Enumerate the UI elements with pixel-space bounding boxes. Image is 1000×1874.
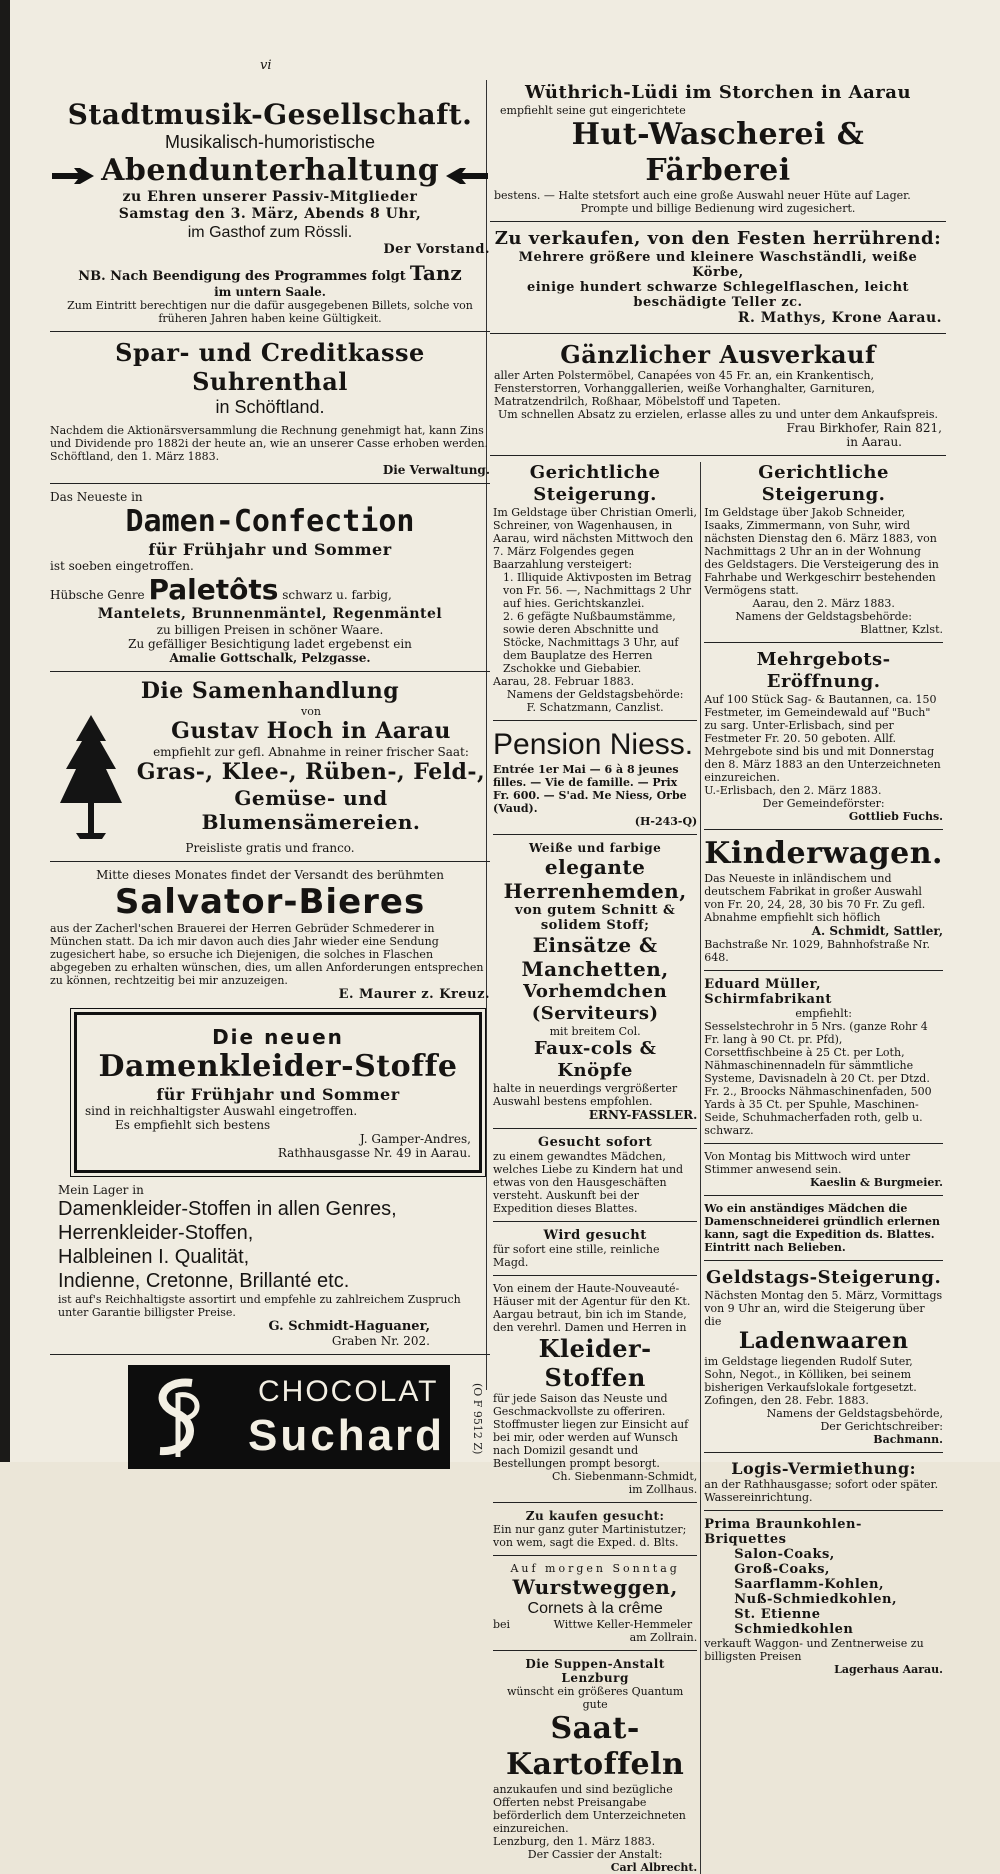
ad-title: Mehrgebots-Eröffnung. xyxy=(756,649,891,692)
ad-stadtmusik xyxy=(50,98,490,325)
coal-item: Salon-Coaks, xyxy=(734,1547,835,1562)
ad-text: an der Rathhausgasse; sofort oder später. Wassereinrichtung. xyxy=(704,1478,939,1504)
ad-title: Salvator-Bieres xyxy=(114,882,426,922)
subcolumn-right xyxy=(700,462,946,1874)
ad-signature: ERNY-FASSLER. xyxy=(588,1108,698,1122)
coal-item: Saarflamm-Kohlen, xyxy=(734,1577,885,1592)
ad-title: Logis-Vermiethung: xyxy=(731,1459,917,1478)
ad-line: Die Suppen-Anstalt Lenzburg xyxy=(525,1657,665,1685)
ad-signature: Kaeslin & Burgmeier. xyxy=(809,1176,943,1189)
ad-text: im Geldstage liegenden Rudolf Suter, Sohn, Negot., in Kölliken, bei seinem bisherigen Verkaufslokale fortgesetzt. xyxy=(704,1355,917,1394)
ad-title: Zu kaufen gesucht: xyxy=(525,1509,665,1523)
ad-title: Prima Braunkohlen-Briquettes xyxy=(704,1517,862,1547)
ad-headline: Abendunterhaltung xyxy=(101,153,440,188)
ad-text: Nächsten Montag den 5. März, Vormittags von 9 Uhr an, wird die Steigerung über die xyxy=(704,1289,943,1328)
ad-line: von gutem Schnitt & solidem Stoff; xyxy=(515,903,676,933)
ad-sparkasse xyxy=(50,338,490,477)
ad-line: schwarz u. farbig, xyxy=(282,588,392,602)
ad-signature: R. Mathys, Krone Aarau. xyxy=(737,310,942,326)
ad-line: Der Cassier der Anstalt: xyxy=(527,1848,663,1861)
ad-line: Auf morgen Sonntag xyxy=(510,1562,680,1575)
ad-signature: Bachstraße Nr. 1029, Bahnhofstraße Nr. 648. xyxy=(704,938,931,964)
ad-text: Auf 100 Stück Sag- & Bautannen, ca. 150 Festmeter, im Gemeindewald auf "Buch" zu sarg. Unter-Erlisbach, sind per Festmeter Fr. 20. 50 geboten. Allf. Mehrgebote sind bis und mit Donnerstag den 8. März 1883 an den Unterzeichneten einzureichen. xyxy=(704,693,941,784)
ad-text: aller Arten Polstermöbel, Canapées von 45 Fr. an, ein Krankentisch, Fensterstorren, Vorhanggallerien, weiße Vorhanghalter, Garnituren, Matratzendrilch, Roßhaar, Möbelstoff und Tapeten. xyxy=(494,369,875,408)
ad-big-word: Paletôts xyxy=(148,573,279,606)
ad-line: Um schnellen Absatz zu erzielen, erlasse alles zu und unter dem Ankaufspreis. xyxy=(497,408,939,421)
ad-text: halte in neuerdings vergrößerter Auswahl bestens empfohlen. xyxy=(493,1082,678,1108)
ad-text: Nachdem die Aktionärsversammlung die Rechnung genehmigt hat, kann Zins und Dividende pro 1882i der heute an, wie an unserer Casse erhoben werden. xyxy=(50,424,489,450)
ad-signature: Amalie Gottschalk, Pelzgasse. xyxy=(169,651,371,665)
ad-line: Prompte und billige Bedienung wird zugesichert. xyxy=(580,202,856,215)
ad-title: Kleider-Stoffen xyxy=(538,1334,652,1392)
ad-subtitle: für Frühjahr und Sommer xyxy=(148,540,392,559)
ad-line: von xyxy=(301,705,321,718)
ad-title: Gerichtliche Steigerung. xyxy=(758,462,889,505)
ad-text: für sofort eine stille, reinliche Magd. xyxy=(493,1243,660,1269)
ad-damen-confection xyxy=(50,490,490,665)
ad-text: Im Geldstage über Christian Omerli, Schreiner, von Wagenhausen, in Aarau, wird nächsten Mittwoch den 7. März Folgendes gegen Baarzahlung versteigert: xyxy=(493,506,697,571)
ad-line: wünscht ein größeres Quantum gute xyxy=(506,1685,684,1711)
ad-line: in Schöftland. xyxy=(215,397,325,417)
ad-intro: Das Neueste in xyxy=(50,490,143,504)
ad-wurstweggen xyxy=(493,1562,697,1644)
ad-line: Gras-, Klee-, Rüben-, Feld-, xyxy=(136,759,486,785)
ad-signature: Ch. Siebenmann-Schmidt, xyxy=(552,1470,698,1483)
ad-line: ist soeben eingetroffen. xyxy=(50,559,194,573)
ad-line: mit breitem Col. xyxy=(549,1025,641,1038)
suchard-monogram-icon xyxy=(142,1373,212,1461)
ad-signature: Bachmann. xyxy=(873,1433,943,1446)
ad-text: Wo ein anständiges Mädchen die Damenschneiderei gründlich erlernen kann, sagt die Expedition ds. Blattes. Eintritt nach Belieben. xyxy=(704,1202,940,1254)
ad-line: Samstag den 3. März, Abends 8 Uhr, xyxy=(118,206,422,222)
ad-subtitle: für Frühjahr und Sommer xyxy=(156,1085,400,1104)
ad-line: Vorhemdchen (Serviteurs) xyxy=(523,981,668,1024)
ad-line: Namens der Geldstagsbehörde: xyxy=(506,688,684,701)
ad-line: bestens. — Halte stetsfort auch eine große Auswahl neuer Hüte auf Lager. xyxy=(494,189,911,202)
ad-title: Gänzlicher Ausverkauf xyxy=(560,340,876,369)
suchard-label: Suchard xyxy=(248,1411,446,1460)
subcolumn-left xyxy=(490,462,700,1874)
ad-title: Damen-Confection xyxy=(125,504,415,539)
ad-wuethrich xyxy=(490,82,946,215)
ad-signature: Graben Nr. 202. xyxy=(331,1334,430,1348)
page-mark: vi xyxy=(260,58,272,73)
ad-line: Mehrere größere und kleinere Waschständli, weiße Körbe, xyxy=(518,250,918,280)
ad-item: 1. Illiquide Aktivposten im Betrag von Fr. 56. —, Nachmittags 2 Uhr auf hies. Gerichtskanzlei. xyxy=(503,571,692,610)
ad-intro: Mitte dieses Monates findet der Versandt des berühmten xyxy=(96,868,444,882)
ad-signature: Lagerhaus Aarau. xyxy=(834,1663,943,1676)
ad-line: zu Ehren unserer Passiv-Mitglieder xyxy=(122,189,418,205)
ad-ausverkauf xyxy=(490,340,946,449)
ad-steigerung-1 xyxy=(493,462,697,714)
ad-title: Wurstweggen, xyxy=(512,1575,678,1599)
ad-date: Aarau, den 2. März 1883. xyxy=(752,597,895,610)
ad-signature: Carl Albrecht. xyxy=(610,1861,698,1874)
ad-line: Namens der Geldstagsbehörde, xyxy=(766,1407,943,1420)
ad-line: im Gasthof zum Rössli. xyxy=(187,224,353,241)
ad-text: Sesselstechrohr in 5 Nrs. (ganze Rohr 4 Fr. lang à 90 Ct. pr. Pfd), Corsettfischbeine à 25 Ct. per Loth, Nähmaschinennadeln für sämmtliche Systeme, Davisnadeln à 20 Ct. per Dtzd. Fr. 2., Broocks Nähmaschinenfaden, 500 Yards à 35 Ct. per Spuhle, Maschinen-Seide, Schuhmacherfaden roth, gelb u. schwarz. xyxy=(704,1020,932,1137)
ad-pension xyxy=(493,727,697,828)
ad-subtitle: Musikalisch-humoristische xyxy=(164,132,376,152)
coal-item: Nuß-Schmiedkohlen, xyxy=(734,1592,897,1607)
ad-signature: in Aarau. xyxy=(846,435,902,449)
ad-signature: E. Maurer z. Kreuz. xyxy=(338,987,490,1002)
right-subcolumns-1 xyxy=(490,462,946,1874)
ad-line: Der Gemeindeförster: xyxy=(762,797,885,810)
ad-item: 2. 6 gefägte Nußbaumstämme, sowie deren Abschnitte und Stöcke, Nachmittags 3 Uhr, auf dem Bauplatze des Herren Zschokke und Giebabier. xyxy=(503,610,679,675)
left-column xyxy=(50,78,490,1469)
ad-signature: Der Vorstand. xyxy=(383,242,490,257)
ad-text: Ein nur ganz guter Martinistutzer; von wem, sagt die Exped. d. Blts. xyxy=(493,1523,687,1549)
ad-line: Hübsche Genre xyxy=(50,588,145,602)
ad-line: Namens der Geldstagsbehörde: xyxy=(735,610,912,623)
ad-herrenhemden xyxy=(493,841,697,1122)
ad-text: für jede Saison das Neuste und Geschmackvollste zu offeriren. Stoffmuster liegen zur Einsicht auf bei mir, oder werden auf Wunsch nach Domizil gesandt und Bestellungen prompt besorgt. xyxy=(493,1392,689,1470)
ad-title: Gesucht sofort xyxy=(538,1135,653,1150)
ad-line: Einsätze & Manchetten, xyxy=(521,933,669,981)
pointing-hand-left-icon xyxy=(444,165,490,187)
ad-note: NB. Nach Beendigung des Programmes folgt xyxy=(78,269,406,284)
ad-date: U.-Erlisbach, den 2. März 1883. xyxy=(704,784,882,797)
ad-intro: Mein Lager in xyxy=(58,1183,144,1197)
ad-line: Der Gerichtschreiber: xyxy=(820,1420,943,1433)
ad-line: Wittwe Keller-Hemmeler xyxy=(553,1618,693,1631)
ad-line: Mantelets, Brunnenmäntel, Regenmäntel xyxy=(97,606,443,622)
ad-date: Schöftland, den 1. März 1883. xyxy=(50,450,220,463)
plant-illustration-icon xyxy=(56,711,126,841)
ad-signature: Gottlieb Fuchs. xyxy=(848,810,943,823)
right-column xyxy=(490,78,946,1874)
ad-text: Entrée 1er Mai — 6 à 8 jeunes filles. — Vie de famille. — Prix Fr. 600. — S'ad. Me Niess, Orbe (Vaud). xyxy=(493,763,687,815)
ad-line: Gemüse- und Blumensämereien. xyxy=(201,786,421,834)
ad-signature: Rathhausgasse Nr. 49 in Aarau. xyxy=(277,1146,471,1160)
ad-line: Herrenkleider-Stoffen, xyxy=(58,1222,254,1244)
ad-lager xyxy=(50,1183,490,1348)
ad-mehrgebot xyxy=(704,649,943,823)
ad-text: Von Montag bis Mittwoch wird unter Stimmer anwesend sein. xyxy=(704,1150,911,1176)
ad-signature: G. Schmidt-Haguaner, xyxy=(268,1319,430,1334)
ad-signature: Frau Birkhofer, Rain 821, xyxy=(786,421,942,435)
ad-gesucht-sofort xyxy=(493,1135,697,1215)
ad-date: Lenzburg, den 1. März 1883. xyxy=(493,1835,656,1848)
ad-mueller xyxy=(704,977,943,1137)
ad-kleider-stoffen xyxy=(493,1282,697,1496)
ad-line: empfiehlt: xyxy=(795,1007,852,1020)
ad-signature: im Zollhaus. xyxy=(628,1483,698,1496)
ad-text: aus der Zacherl'schen Brauerei der Herren Gebrüder Schmederer in München statt. Da ich mir davon auch dies Jahr wieder eine Sendung zugesichert habe, so ersuche ich Diejenigen, die solches in Flaschen abgegeben zu erhalten wünschen, dies, um allen Anforderungen entsprechen zu können, rechtzeitig bei mir anzuzeigen. xyxy=(50,922,484,987)
ad-line: empfiehlt zur gefl. Abnahme in reiner frischer Saat: xyxy=(153,745,469,759)
ad-line: elegante Herrenhemden, xyxy=(503,855,687,903)
ad-big-word: Ladenwaaren xyxy=(738,1328,909,1354)
ad-line: Halbleinen I. Qualität, xyxy=(58,1246,250,1268)
ad-line: im untern Saale. xyxy=(214,285,326,299)
ad-text: zu einem gewandtes Mädchen, welches Liebe zu Kindern hat und etwas von den Hausgeschäften versteht. Auskunft bei der Expedition dieses Blattes. xyxy=(493,1150,684,1215)
ad-title: Stadtmusik-Gesellschaft. xyxy=(67,98,473,131)
ad-line: sind in reichhaltigster Auswahl eingetroffen. xyxy=(85,1104,358,1118)
ad-title: Die Samenhandlung xyxy=(140,678,400,704)
ad-line: Es empfiehlt sich bestens xyxy=(115,1118,271,1132)
ad-text: verkauft Waggon- und Zentnerweise zu billigsten Preisen xyxy=(704,1637,924,1663)
ad-title: Geldstags-Steigerung. xyxy=(706,1267,942,1288)
ad-text: Im Geldstage über Jakob Schneider, Isaaks, Zimmermann, von Suhr, wird nächsten Dienstag den 6. März 1883, von Nachmittags 2 Uhr an in der Wohnung des Geldstagers. Die Versteigerung des in Fahrhabe und Werkgeschirr bestehenden Vermögens statt. xyxy=(704,506,939,597)
ad-title: Zu verkaufen, von den Festen herrührend: xyxy=(494,228,942,249)
ad-montag xyxy=(704,1150,943,1189)
ad-line: am Zollrain. xyxy=(629,1631,698,1644)
ad-signature: J. Gamper-Andres, xyxy=(359,1132,471,1146)
ad-logis xyxy=(704,1459,943,1504)
ad-signature: Blattner, Kzlst. xyxy=(860,623,943,636)
ad-line: zu billigen Preisen in schöner Waare. xyxy=(156,623,384,637)
ad-geldstags-steigerung xyxy=(704,1267,943,1446)
ad-line: Preisliste gratis und franco. xyxy=(185,841,355,855)
ad-code: (H-243-Q) xyxy=(634,815,698,828)
ad-title: Eduard Müller, Schirmfabrikant xyxy=(704,977,832,1007)
ad-text: anzukaufen und sind bezügliche Offerten nebst Preisangabe beförderlich dem Unterzeichneten einzureichen. xyxy=(493,1783,686,1835)
ad-braunkohlen xyxy=(704,1517,943,1676)
ad-title: Pension Niess. xyxy=(493,728,694,761)
ad-line: Die neuen xyxy=(212,1025,344,1049)
ad-line: einige hundert schwarze Schlegelflaschen, leicht beschädigte Teller zc. xyxy=(526,280,910,310)
ad-title: Gerichtliche Steigerung. xyxy=(529,462,661,505)
chocolat-label: CHOCOLAT xyxy=(258,1375,439,1408)
ad-line: Faux-cols & Knöpfe xyxy=(533,1038,657,1081)
ad-line: Indienne, Cretonne, Brillanté etc. xyxy=(58,1270,350,1292)
ad-line: Zu gefälliger Besichtigung ladet ergebenst ein xyxy=(128,637,412,651)
ad-damenkleider-box xyxy=(74,1012,482,1173)
ad-zu-verkaufen xyxy=(490,228,946,327)
ad-damenschneiderei xyxy=(704,1202,943,1254)
ad-text: ist auf's Reichhaltigste assortirt und empfehle zu zahlreichem Zuspruch unter Garantie billigster Preise. xyxy=(58,1293,461,1319)
ad-date: Aarau, 28. Februar 1883. xyxy=(493,675,635,688)
ad-line: empfiehlt seine gut eingerichtete xyxy=(500,104,686,117)
ad-name: Gustav Hoch in Aarau xyxy=(171,718,451,744)
ad-line: Damenkleider-Stoffen in allen Genres, xyxy=(58,1198,397,1220)
ad-text: Das Neueste in inländischem und deutschem Fabrikat in großer Auswahl von Fr. 20, 24, 28, 30 bis 70 Fr. Zu gefl. Abnahme empfiehlt sich höflich xyxy=(704,872,926,924)
coal-item: Groß-Coaks, xyxy=(734,1562,830,1577)
ad-title: Wüthrich-Lüdi im Storchen in Aarau xyxy=(524,82,912,103)
binding-edge xyxy=(0,0,10,1462)
ad-date: Zofingen, den 28. Febr. 1883. xyxy=(704,1394,869,1407)
ad-samenhandlung xyxy=(50,678,490,855)
ad-chocolat-suchard xyxy=(128,1365,484,1469)
ad-big-title: Hut-Wascherei & Färberei xyxy=(571,117,865,188)
ad-kinderwagen xyxy=(704,836,943,964)
ad-line: Cornets à la crême xyxy=(527,1600,663,1617)
ad-wird-gesucht xyxy=(493,1228,697,1269)
ad-text: Von einem der Haute-Nouveauté-Häuser mit der Agentur für den Kt. Aargau betraut, bin ich im Stande, den verehrl. Damen und Herren in xyxy=(493,1282,691,1334)
ad-salvator xyxy=(50,868,490,1002)
ad-signature: A. Schmidt, Sattler, xyxy=(811,924,943,938)
ad-line: Weiße und farbige xyxy=(528,841,662,855)
ad-signature: F. Schatzmann, Canzlist. xyxy=(526,701,664,714)
ad-title: Kinderwagen. xyxy=(704,836,943,871)
ad-signature: Die Verwaltung. xyxy=(382,463,490,477)
ad-title: Damenkleider-Stoffe xyxy=(98,1049,458,1084)
ad-big-word: Tanz xyxy=(409,261,462,285)
ad-line: bei xyxy=(493,1618,511,1631)
ad-code: (O F 9512 Z) xyxy=(471,1383,484,1455)
ad-saat-kartoffeln xyxy=(493,1657,697,1874)
ad-title: Saat-Kartoffeln xyxy=(505,1711,685,1782)
coal-item: St. Etienne Schmiedkohlen xyxy=(734,1607,854,1637)
pointing-hand-right-icon xyxy=(50,165,96,187)
ad-steigerung-2 xyxy=(704,462,943,636)
ad-title: Wird gesucht xyxy=(543,1228,647,1243)
ad-title: Spar- und Creditkasse Suhrenthal xyxy=(115,338,425,396)
ad-martinistutzer xyxy=(493,1509,697,1549)
ad-note: Zum Eintritt berechtigen nur die dafür ausgegebenen Billets, solche von früheren Jahren haben keine Gültigkeit. xyxy=(67,299,473,325)
